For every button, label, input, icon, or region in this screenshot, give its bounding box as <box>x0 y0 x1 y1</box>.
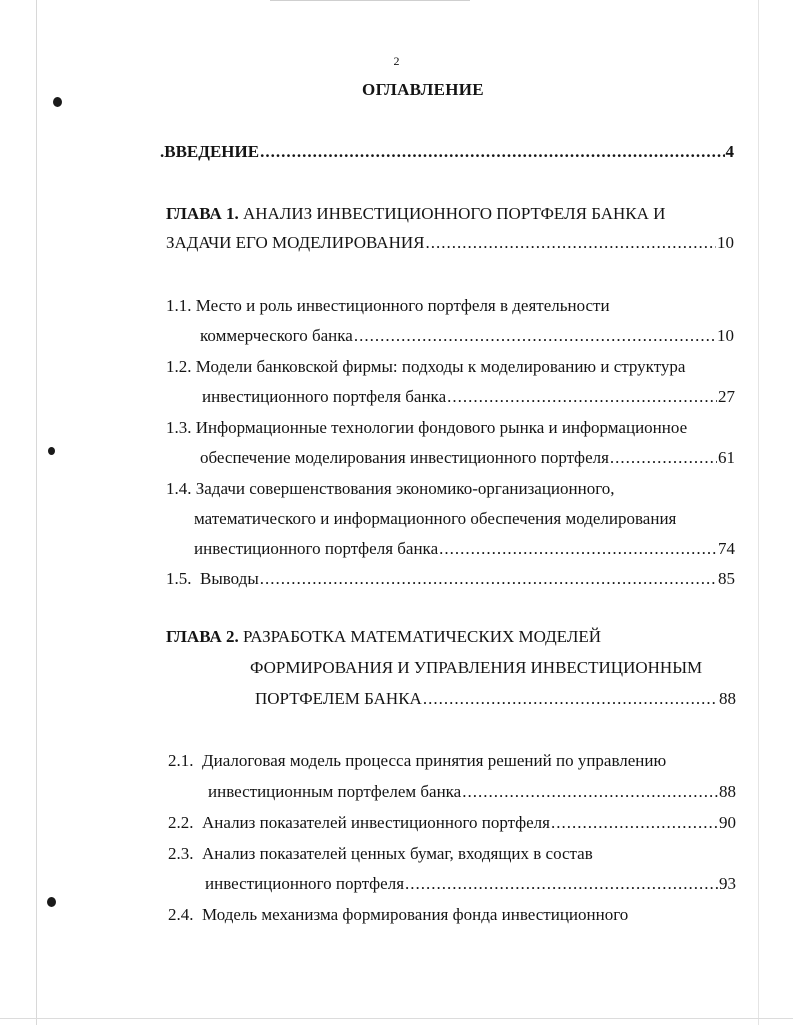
scan-edge-right <box>758 0 759 1025</box>
toc-leader <box>447 387 717 407</box>
toc-entry-2-1-line-2[interactable] <box>208 782 736 802</box>
toc-leader <box>462 782 718 802</box>
toc-leader <box>425 233 716 253</box>
toc-leader <box>610 448 717 468</box>
toc-entry-1-4-line-1[interactable] <box>166 479 615 499</box>
punch-hole-icon <box>47 897 56 907</box>
toc-label: коммерческого банка <box>200 326 353 345</box>
toc-entry-1-2-line-1[interactable] <box>166 357 685 377</box>
toc-page: 10 <box>717 326 734 345</box>
toc-leader <box>260 142 724 162</box>
toc-label: ПОРТФЕЛЕМ БАНКА <box>255 689 422 708</box>
toc-label: инвестиционного портфеля банка <box>194 539 439 558</box>
toc-leader <box>260 569 717 589</box>
toc-entry-2-1-line-1[interactable] <box>168 751 666 771</box>
toc-label: АНАЛИЗ ИНВЕСТИЦИОННОГО ПОРТФЕЛЯ БАНКА И <box>238 204 666 223</box>
toc-entry-1-1-line-2[interactable] <box>200 326 734 346</box>
toc-page: 90 <box>719 813 736 832</box>
section-number: 2.1. <box>168 751 194 770</box>
toc-label: Выводы <box>191 569 259 588</box>
section-number: 1.1. <box>166 296 192 315</box>
toc-page: 85 <box>718 569 735 588</box>
toc-entry-chapter-1-line-2[interactable] <box>166 233 734 253</box>
toc-entry-2-3-line-2[interactable] <box>205 874 736 894</box>
toc-entry-2-3-line-1[interactable] <box>168 844 593 864</box>
toc-label: Информационные технологии фондового рынка и информационное <box>191 418 688 437</box>
toc-entry-1-3-line-2[interactable] <box>200 448 735 468</box>
toc-entry-1-1-line-1[interactable] <box>166 296 610 316</box>
toc-label: инвестиционного портфеля банка <box>202 387 447 406</box>
toc-entry-1-5[interactable] <box>166 569 735 589</box>
section-number: 2.3. <box>168 844 194 863</box>
toc-label: инвестиционным портфелем банка <box>208 782 462 801</box>
toc-entry-chapter-1-line-1[interactable] <box>166 204 665 224</box>
toc-label: Анализ показателей ценных бумаг, входящих в состав <box>193 844 593 863</box>
toc-page: 4 <box>725 142 734 161</box>
toc-label: Задачи совершенствования экономико-организационного, <box>191 479 615 498</box>
toc-page: 10 <box>717 233 734 252</box>
toc-label: ФОРМИРОВАНИЯ И УПРАВЛЕНИЯ ИНВЕСТИЦИОННЫМ <box>250 658 703 677</box>
toc-leader <box>439 539 717 559</box>
toc-leader <box>423 689 718 709</box>
page-number: 2 <box>393 54 400 68</box>
toc-label: ЗАДАЧИ ЕГО МОДЕЛИРОВАНИЯ <box>166 233 425 252</box>
toc-leader <box>405 874 718 894</box>
toc-label: Модели банковской фирмы: подходы к моделированию и структура <box>191 357 686 376</box>
toc-leader <box>551 813 718 833</box>
section-number: 1.2. <box>166 357 192 376</box>
toc-entry-chapter-2-line-2[interactable] <box>250 658 702 678</box>
toc-label: Модель механизма формирования фонда инвестиционного <box>193 905 629 924</box>
toc-label: математического и информационного обеспечения моделирования <box>194 509 677 528</box>
toc-entry-introduction[interactable] <box>160 142 734 162</box>
chapter-number: ГЛАВА 1. <box>166 204 239 223</box>
toc-entry-chapter-2-line-1[interactable] <box>166 627 601 647</box>
section-number: 2.4. <box>168 905 194 924</box>
page-title: ОГЛАВЛЕНИЕ <box>362 80 484 99</box>
toc-entry-1-4-line-2[interactable] <box>194 509 676 529</box>
toc-entry-1-2-line-2[interactable] <box>202 387 735 407</box>
chapter-number: ГЛАВА 2. <box>166 627 239 646</box>
scan-edge-bottom <box>0 1018 793 1019</box>
toc-page: 27 <box>718 387 735 406</box>
section-number: 1.4. <box>166 479 192 498</box>
toc-entry-chapter-2-line-3[interactable] <box>255 689 736 709</box>
section-number: 2.2. <box>168 813 194 832</box>
toc-entry-1-3-line-1[interactable] <box>166 418 687 438</box>
toc-page: 93 <box>719 874 736 893</box>
toc-label: инвестиционного портфеля <box>205 874 405 893</box>
toc-page: 88 <box>719 689 736 708</box>
scan-edge-left <box>36 0 37 1025</box>
toc-label: .ВВЕДЕНИЕ <box>160 142 260 161</box>
toc-entry-2-4-line-1[interactable] <box>168 905 628 925</box>
toc-label: Место и роль инвестиционного портфеля в деятельности <box>191 296 610 315</box>
toc-entry-1-4-line-3[interactable] <box>194 539 735 559</box>
punch-hole-icon <box>48 447 55 455</box>
scan-edge-top <box>270 0 470 1</box>
section-number: 1.5. <box>166 569 192 588</box>
toc-entry-2-2[interactable] <box>168 813 736 833</box>
toc-page: 74 <box>718 539 735 558</box>
toc-page: 88 <box>719 782 736 801</box>
toc-label: Анализ показателей инвестиционного портфеля <box>193 813 550 832</box>
toc-label: Диалоговая модель процесса принятия решений по управлению <box>193 751 667 770</box>
toc-label: обеспечение моделирования инвестиционного портфеля <box>200 448 609 467</box>
toc-leader <box>354 326 716 346</box>
toc-label: РАЗРАБОТКА МАТЕМАТИЧЕСКИХ МОДЕЛЕЙ <box>238 627 602 646</box>
section-number: 1.3. <box>166 418 192 437</box>
toc-page: 61 <box>718 448 735 467</box>
